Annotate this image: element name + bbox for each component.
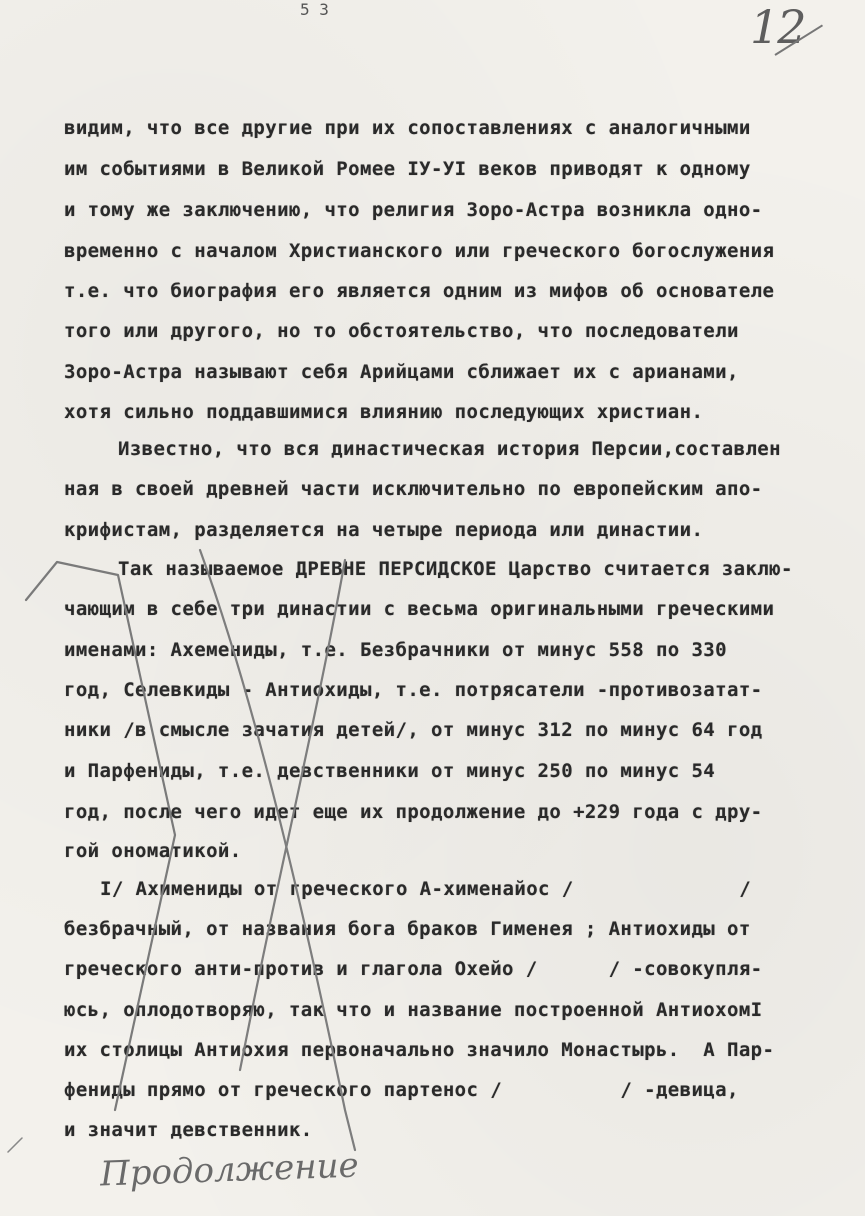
text-line: Так называемое ДРЕВНЕ ПЕРСИДСКОЕ Царство считается заклю- xyxy=(118,558,793,580)
text-line: т.е. что биография его является одним из мифов об основателе xyxy=(64,280,775,302)
text-line: греческого анти-против и глагола Охейо / / -совокупля- xyxy=(64,958,763,980)
top-marks: 5 3 xyxy=(300,0,329,19)
text-line: им событиями в Великой Ромее IУ-УI веков приводят к одному xyxy=(64,158,751,180)
text-line: видим, что все другие при их сопоставлениях с аналогичными xyxy=(64,117,751,139)
text-line: временно с началом Христианского или греческого богослужения xyxy=(64,240,775,262)
text-line: год, Селевкиды - Антиохиды, т.е. потрясатели -противозатат- xyxy=(64,679,763,701)
text-line: безбрачный, от названия бога браков Гименея ; Антиохиды от xyxy=(64,918,751,940)
text-line: фениды прямо от греческого партенос / / -девица, xyxy=(64,1079,739,1101)
text-line: и значит девственник. xyxy=(64,1119,313,1141)
text-line: хотя сильно поддавшимися влиянию последующих христиан. xyxy=(64,401,704,423)
text-line: Зоро-Астра называют себя Арийцами сближает их с арианами, xyxy=(64,361,739,383)
text-line: их столицы Антиохия первоначально значило Монастырь. А Пар- xyxy=(64,1039,775,1061)
text-line: крифистам, разделяется на четыре периода или династии. xyxy=(64,519,704,541)
text-line: и тому же заключению, что религия Зоро-Астра возникла одно- xyxy=(64,199,763,221)
text-line: чающим в себе три династии с весьма оригинальными греческими xyxy=(64,598,775,620)
strike-diagonal-b xyxy=(240,560,345,1070)
strike-zigzag xyxy=(26,562,175,1110)
text-line: гой ономатикой. xyxy=(64,840,242,862)
strike-diagonal-a xyxy=(200,550,355,1150)
text-line: юсь, оплодотворяю, так что и название построенной АнтиохомI xyxy=(64,999,763,1021)
text-line: именами: Ахемениды, т.е. Безбрачники от минус 558 по 330 xyxy=(64,639,727,661)
text-line: I/ Ахимениды от греческого А-хименайос / / xyxy=(100,878,752,900)
stray-mark xyxy=(8,1138,22,1152)
text-line: ная в своей древней части исключительно по европейским апо- xyxy=(64,478,763,500)
page-number: 12 xyxy=(750,0,805,54)
text-line: ники /в смысле зачатия детей/, от минус 312 по минус 64 год xyxy=(64,719,763,741)
text-line: того или другого, но то обстоятельство, что последователи xyxy=(64,320,739,342)
text-line: и Парфениды, т.е. девственники от минус 250 по минус 54 xyxy=(64,760,716,782)
text-line: Известно, что вся династическая история Персии,составлен xyxy=(118,438,781,460)
handwritten-note: Продолжение xyxy=(99,1145,360,1195)
text-line: год, после чего идет еще их продолжение до +229 года с дру- xyxy=(64,801,763,823)
